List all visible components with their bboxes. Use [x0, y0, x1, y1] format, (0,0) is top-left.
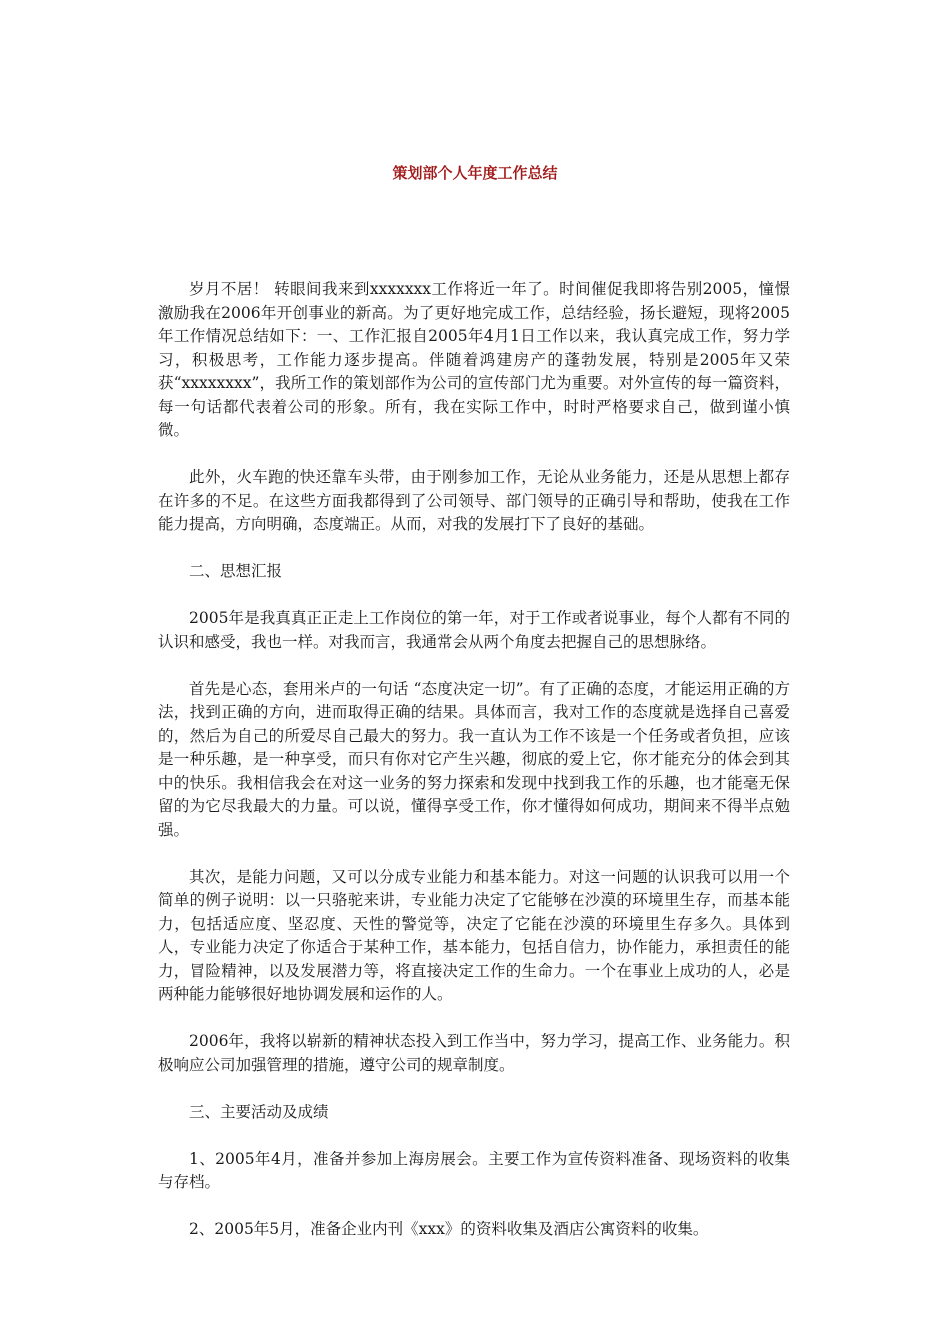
document-title: 策划部个人年度工作总结: [392, 164, 558, 182]
list-item-activity-1: 1、2005年4月，准备并参加上海房展会。主要工作为宣传资料准备、现场资料的收集与存档。: [158, 1149, 790, 1191]
list-item-activity-2: 2、2005年5月，准备企业内刊《xxx》的资料收集及酒店公寓资料的收集。: [189, 1220, 709, 1238]
paragraph-growth: 此外，火车跑的快还靠车头带，由于刚参加工作，无论从业务能力，还是从思想上都存在许多的不足。在这些方面我都得到了公司领导、部门领导的正确引导和帮助，使我在工作能力提高，方向明确，态度端正。从而，对我的发展打下了良好的基础。: [158, 468, 790, 533]
section-heading-thoughts: 二、思想汇报: [189, 562, 283, 580]
paragraph-2006-plan: 2006年，我将以崭新的精神状态投入到工作当中，努力学习，提高工作、业务能力。积极响应公司加强管理的措施，遵守公司的规章制度。: [158, 1032, 790, 1074]
document-body: [158, 278, 790, 1265]
paragraph-intro: 岁月不居！ 转眼间我来到xxxxxxx工作将近一年了。时间催促我即将告别2005，憧憬激励我在2006年开创事业的新高。为了更好地完成工作，总结经验，扬长避短，现将2005年工作情况总结如下：一、工作汇报自2005年4月1日工作以来，我认真完成工作，努力学习，积极思考，工作能力逐步提高。伴随着鸿建房产的蓬勃发展，特别是2005年又荣获“xxxxxxxx”，我所工作的策划部作为公司的宣传部门尤为重要。对外宣传的每一篇资料，每一句话都代表着公司的形象。所有，我在实际工作中，时时严格要求自己，做到谨小慎微。: [158, 280, 790, 439]
paragraph-ability: 其次，是能力问题，又可以分成专业能力和基本能力。对这一问题的认识我可以用一个简单的例子说明：以一只骆驼来讲，专业能力决定了它能够在沙漠的环境里生存，而基本能力，包括适应度、坚忍度、天性的警觉等，决定了它能在沙漠的环境里生存多久。具体到人，专业能力决定了你适合于某种工作，基本能力，包括自信力，协作能力，承担责任的能力，冒险精神，以及发展潜力等，将直接决定工作的生命力。一个在事业上成功的人，必是两种能力能够很好地协调发展和运作的人。: [158, 867, 790, 1003]
paragraph-attitude: 首先是心态，套用米卢的一句话 “态度决定一切”。有了正确的态度，才能运用正确的方法，找到正确的方向，进而取得正确的结果。具体而言，我对工作的态度就是选择自己喜爱的，然后为自己的所爱尽自己最大的努力。我一直认为工作不该是一个任务或者负担，应该是一种乐趣，是一种享受，而只有你对它产生兴趣，彻底的爱上它，你才能充分的体会到其中的快乐。我相信我会在对这一业务的努力探索和发现中找到我工作的乐趣，也才能毫无保留的为它尽我最大的力量。可以说，懂得享受工作，你才懂得如何成功，期间来不得半点勉强。: [158, 679, 790, 839]
paragraph-first-year: 2005年是我真真正正走上工作岗位的第一年，对于工作或者说事业，每个人都有不同的认识和感受，我也一样。对我而言，我通常会从两个角度去把握自己的思想脉络。: [158, 609, 790, 651]
section-heading-activities: 三、主要活动及成绩: [189, 1102, 329, 1121]
